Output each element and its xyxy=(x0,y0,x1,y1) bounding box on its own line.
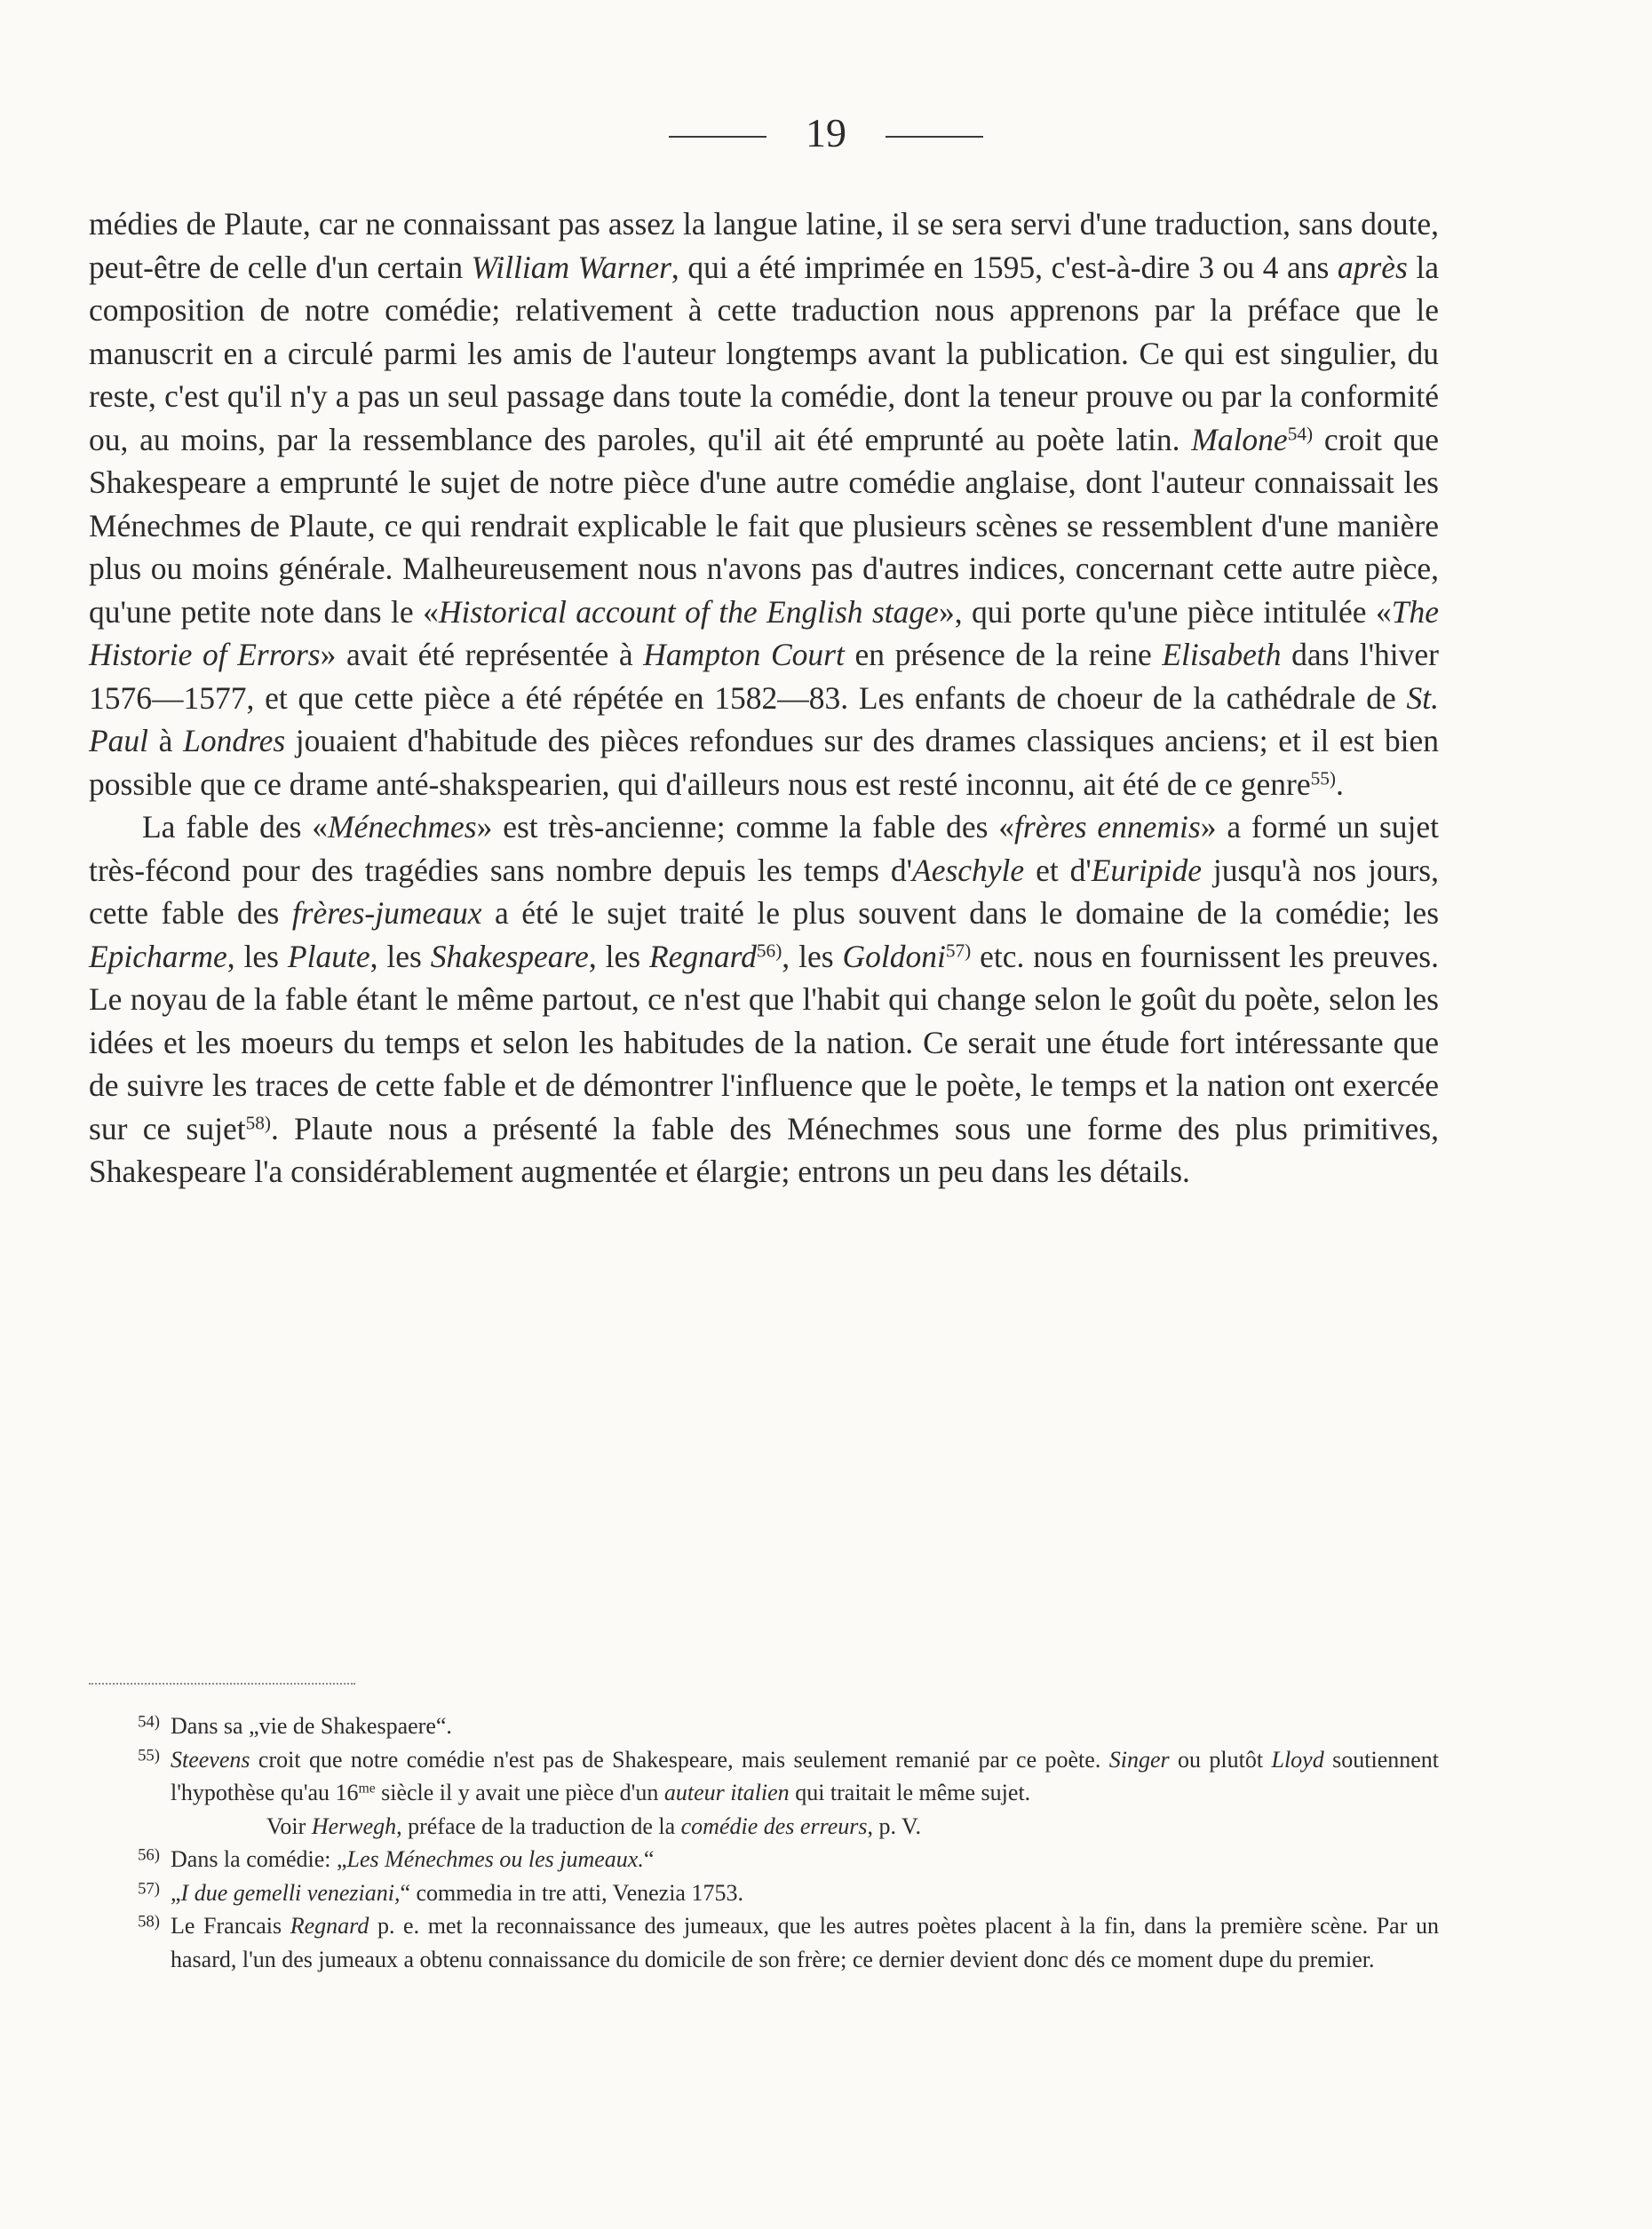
text-span: » avait été représentée à xyxy=(320,637,644,672)
footnote-text xyxy=(171,1909,1439,1976)
italic-title: Les Ménechmes ou les jumeaux. xyxy=(346,1846,644,1872)
paragraph-1 xyxy=(89,202,1439,805)
text-span: croit que Shakespeare a emprunté le sujet de notre pièce d'une autre comédie anglaise, dont l'auteur connaissait les Ménechmes de Plaute, ce qui rendrait explicable le fait que plusieurs scènes se ressemblent d'une manière plus ou moins générale. Malheureusement nous n'avons pas d'autres indices, concernant cette autre pièce, qu'une petite note dans le « xyxy=(89,421,1439,630)
text-span: . Plaute nous a présenté la fable des Ménechmes sous une forme des plus primitives, Shakespeare l'a considérablement augmentée et élargie; entrons un peu dans les détails. xyxy=(89,1110,1440,1189)
footnote-ref-55: 55) xyxy=(1310,766,1336,789)
footnote-54 xyxy=(89,1709,1439,1743)
footnotes xyxy=(89,1709,1439,1976)
italic-name: Lloyd xyxy=(1271,1746,1324,1773)
italic-place: Hampton Court xyxy=(643,637,845,672)
italic-phrase: auteur italien xyxy=(663,1780,790,1805)
text-span: , les xyxy=(588,938,649,974)
italic-name: Elisabeth xyxy=(1162,637,1282,672)
footnote-mark xyxy=(89,1743,171,1810)
footnote-55-continuation xyxy=(89,1810,1439,1844)
italic-title: frères ennemis xyxy=(1014,809,1201,845)
footnote-separator xyxy=(89,1683,355,1685)
footnote-number: 55) xyxy=(138,1746,160,1765)
footnote-58 xyxy=(89,1909,1439,1976)
footnote-number: 56) xyxy=(138,1845,160,1865)
footnote-number: 57) xyxy=(138,1879,160,1899)
footnote-text xyxy=(171,1743,1439,1810)
text-span: . xyxy=(1335,765,1344,802)
italic-title: I due gemelli veneziani, xyxy=(180,1879,401,1906)
italic-place: Londres xyxy=(183,723,286,758)
italic-name: Steevens xyxy=(171,1746,250,1773)
text-span: , les xyxy=(226,938,288,974)
text-span: La fable des « xyxy=(142,809,329,845)
text-span: Le Francais xyxy=(171,1913,290,1939)
footnote-56 xyxy=(89,1843,1439,1876)
text-span: a été le sujet traité le plus souvent dans le domaine de la comédie; les xyxy=(481,895,1440,931)
italic-name: Regnard xyxy=(290,1913,369,1939)
text-span: , préface de la traduction de la xyxy=(396,1813,681,1839)
text-span: ou plutôt xyxy=(1169,1746,1272,1773)
italic-name: Herwegh xyxy=(311,1813,397,1839)
text-span: croit que notre comédie n'est pas de Shakespeare, mais seulement remanié par ce poète. xyxy=(250,1746,1109,1773)
footnote-mark xyxy=(89,1843,171,1876)
header-rule-right xyxy=(886,136,983,138)
footnote-number: 58) xyxy=(138,1912,160,1932)
text-span: , les xyxy=(369,938,431,974)
body-text xyxy=(89,202,1439,1194)
italic-word: frères-jumeaux xyxy=(291,895,482,931)
text-span: qui traitait le même sujet. xyxy=(789,1780,1031,1805)
italic-name: Plaute xyxy=(287,938,370,974)
text-span: siècle il y avait une pièce d'un xyxy=(375,1780,664,1805)
footnote-55 xyxy=(89,1743,1439,1810)
text-span: Dans la comédie: „ xyxy=(171,1846,347,1872)
text-span: , p. V. xyxy=(867,1813,921,1839)
italic-name: Shakespeare xyxy=(430,938,589,974)
footnote-ref-58: 58) xyxy=(245,1111,271,1133)
text-span: p. e. met la reconnaissance des jumeaux, que les autres poètes placent à la fin, dans la première scène. Par un hasard, l'un des jumeaux a obtenu connaissance du domicile de son frère; ce dernier devient donc dés ce moment dupe du premier. xyxy=(171,1913,1439,1972)
text-span: „ xyxy=(171,1879,181,1906)
text-span: et d' xyxy=(1024,852,1092,888)
footnote-text: Dans sa „vie de Shakespaere“. xyxy=(171,1713,452,1739)
italic-name: Malone xyxy=(1191,421,1288,457)
italic-name: Goldoni xyxy=(842,938,946,974)
text-span: Voir xyxy=(266,1813,312,1839)
paragraph-2 xyxy=(89,805,1439,1194)
text-span: etc. nous en fournissent les preuves. Le noyau de la fable étant le même partout, ce n'est que l'habit qui change selon le goût du poète, selon les idées et les moeurs du temps et selon les habitudes de la nation. Ce serait une étude fort intéressante que de suivre les traces de cette fable et de démontrer l'influence que le poète, le temps et la nation ont exercée sur ce sujet xyxy=(89,938,1439,1146)
footnote-mark xyxy=(89,1876,171,1910)
italic-name: Singer xyxy=(1108,1746,1170,1773)
italic-title: Historical account of the English stage xyxy=(438,593,939,630)
text-span: jusqu'à nos jours, cette fable des xyxy=(89,852,1439,931)
text-span: , qui a été imprimée en 1595, c'est-à-dire 3 ou 4 ans xyxy=(671,249,1338,285)
text-span: » a formé un sujet très-fécond pour des tragédies sans nombre depuis les temps d' xyxy=(89,809,1439,888)
italic-title: The Historie of Errors xyxy=(89,593,1439,672)
text-span: » est très-ancienne; comme la fable des « xyxy=(476,809,1015,845)
footnote-ref-56: 56) xyxy=(756,939,782,961)
italic-name: Epicharme xyxy=(89,938,227,974)
page-number: 19 xyxy=(806,110,846,155)
text-span: à xyxy=(148,723,184,758)
footnote-mark xyxy=(89,1909,171,1976)
text-span: la composition de notre comédie; relativement à cette traduction nous apprenons par la préface que le manuscrit en a circulé parmi les amis de l'auteur longtemps avant la publication. Ce qui est singulier, du reste, c'est qu'il n'y a pas un seul passage dans toute la comédie, dont la teneur prouve ou par la conformité ou, au moins, par la ressemblance des paroles, qu'il ait été emprunté au poète latin. xyxy=(89,249,1439,457)
text-span: en présence de la reine xyxy=(844,637,1163,672)
header-rule-left xyxy=(669,136,766,138)
text-span: médies de Plaute, car ne connaissant pas assez la langue latine, il se sera servi d'une traduction, sans doute, peut-être de celle d'un certain xyxy=(89,206,1439,285)
ordinal-suffix: me xyxy=(358,1781,376,1797)
footnote-ref-57: 57) xyxy=(945,939,972,961)
text-span: », qui porte qu'une pièce intitulée « xyxy=(938,593,1392,630)
text-span: jouaient d'habitude des pièces refondues sur des drames classiques anciens; et il est bien possible que ce drame anté-shakspearien, qui d'ailleurs nous est resté inconnu, ait été de ce genre xyxy=(89,723,1439,802)
footnote-ref-54: 54) xyxy=(1287,422,1314,444)
page-header xyxy=(0,107,1652,160)
text-span: , les xyxy=(782,938,843,974)
text-span: soutiennent l'hypothèse qu'au 16 xyxy=(171,1746,1440,1805)
text-span: “ commedia in tre atti, Venezia 1753. xyxy=(400,1879,743,1906)
footnote-number: 54) xyxy=(138,1712,160,1732)
italic-title: comédie des erreurs xyxy=(680,1813,868,1839)
footnote-mark xyxy=(89,1709,171,1743)
text-span: dans l'hiver 1576—1577, et que cette pièce a été répétée en 1582—83. Les enfants de choeur de la cathédrale de xyxy=(89,637,1439,716)
italic-name: Regnard xyxy=(648,938,757,974)
footnote-text xyxy=(171,1843,1439,1876)
italic-title: Ménechmes xyxy=(328,809,477,845)
italic-name: William Warner xyxy=(471,249,671,285)
italic-name: Aeschyle xyxy=(912,852,1025,888)
italic-name: Euripide xyxy=(1091,852,1202,888)
footnote-57 xyxy=(89,1876,1439,1910)
italic-place: St. Paul xyxy=(89,679,1439,758)
text-span: “ xyxy=(643,1846,655,1872)
footnote-text xyxy=(171,1876,1439,1910)
italic-word: après xyxy=(1337,249,1408,285)
